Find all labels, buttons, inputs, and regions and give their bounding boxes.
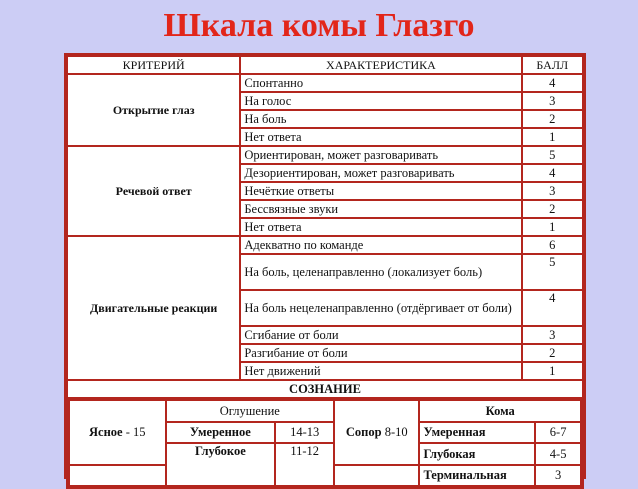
consciousness-grid: [68, 399, 582, 487]
coma-terminal-label: Терминальная: [420, 466, 534, 486]
table-row-desc: Адекватно по команде: [241, 237, 520, 253]
table-row-desc: Нет движений: [241, 363, 520, 379]
table-row-score: 3: [523, 327, 582, 343]
table-row-desc: Нечёткие ответы: [241, 183, 520, 199]
coma-moderate-label: Умеренная: [420, 423, 534, 443]
table-row-desc: Дезориентирован, может разговаривать: [241, 165, 520, 181]
table-row-desc: На боль, целенаправленно (локализует боль): [241, 255, 520, 289]
table-row-desc: На боль нецеленаправленно (отдёргивает от боли): [241, 291, 520, 325]
table-row-score: 1: [523, 129, 582, 145]
table-row-desc: На боль: [241, 111, 520, 127]
criterion-motor-response: Двигательные реакции: [68, 237, 239, 379]
table-row-desc: Бессвязные звуки: [241, 201, 520, 217]
stupor-deep-label: Глубокое: [167, 444, 275, 485]
consciousness-sopor: [335, 401, 418, 464]
consciousness-heading: СОЗНАНИЕ: [68, 381, 582, 397]
table-row-desc: Нет ответа: [241, 219, 520, 235]
table-row-score: 3: [523, 93, 582, 109]
table-row-score: 2: [523, 111, 582, 127]
table-row-desc: Сгибание от боли: [241, 327, 520, 343]
table-row-score: 1: [523, 219, 582, 235]
header-score: БАЛЛ: [523, 57, 582, 73]
table-row-score: 4: [523, 165, 582, 181]
table-row-desc: На голос: [241, 93, 520, 109]
consciousness-section: [68, 399, 582, 487]
stupor-moderate-score: 14-13: [276, 423, 333, 443]
table-row-score: 5: [523, 147, 582, 163]
coma-terminal-score: 3: [536, 466, 580, 486]
sopor-score: 8-10: [384, 425, 408, 440]
table-row-score: 2: [523, 345, 582, 361]
coma-deep-score: 4-5: [536, 444, 580, 464]
stupor-heading: Оглушение: [167, 401, 334, 421]
criterion-eye-opening: Открытие глаз: [68, 75, 239, 145]
glasgow-scale-table: [64, 53, 586, 483]
sopor-label: Сопор: [345, 425, 382, 440]
stupor-moderate-label: Умеренное: [167, 423, 275, 443]
table-row-desc: Разгибание от боли: [241, 345, 520, 361]
coma-deep-label: Глубокая: [420, 444, 534, 464]
table-row-score: 5: [523, 255, 582, 289]
table-row-score: 1: [523, 363, 582, 379]
scale-grid: [66, 55, 584, 489]
header-characteristic: ХАРАКТЕРИСТИКА: [241, 57, 520, 73]
sopor-spacer: [335, 466, 418, 486]
stupor-deep-score: 11-12: [276, 444, 333, 485]
table-row-score: 4: [523, 75, 582, 91]
consciousness-clear: [70, 401, 165, 464]
table-row-desc: Ориентирован, может разговаривать: [241, 147, 520, 163]
clear-score: - 15: [125, 425, 146, 440]
coma-heading: Кома: [420, 401, 580, 421]
table-row-desc: Нет ответа: [241, 129, 520, 145]
criterion-verbal-response: Речевой ответ: [68, 147, 239, 235]
page-title: Шкала комы Глазго: [163, 7, 475, 44]
table-row-score: 4: [523, 291, 582, 325]
table-row-score: 2: [523, 201, 582, 217]
coma-moderate-score: 6-7: [536, 423, 580, 443]
table-row-score: 3: [523, 183, 582, 199]
header-criterion: КРИТЕРИЙ: [68, 57, 239, 73]
table-row-desc: Спонтанно: [241, 75, 520, 91]
clear-spacer: [70, 466, 165, 486]
table-row-score: 6: [523, 237, 582, 253]
clear-label: Ясное: [89, 425, 123, 440]
